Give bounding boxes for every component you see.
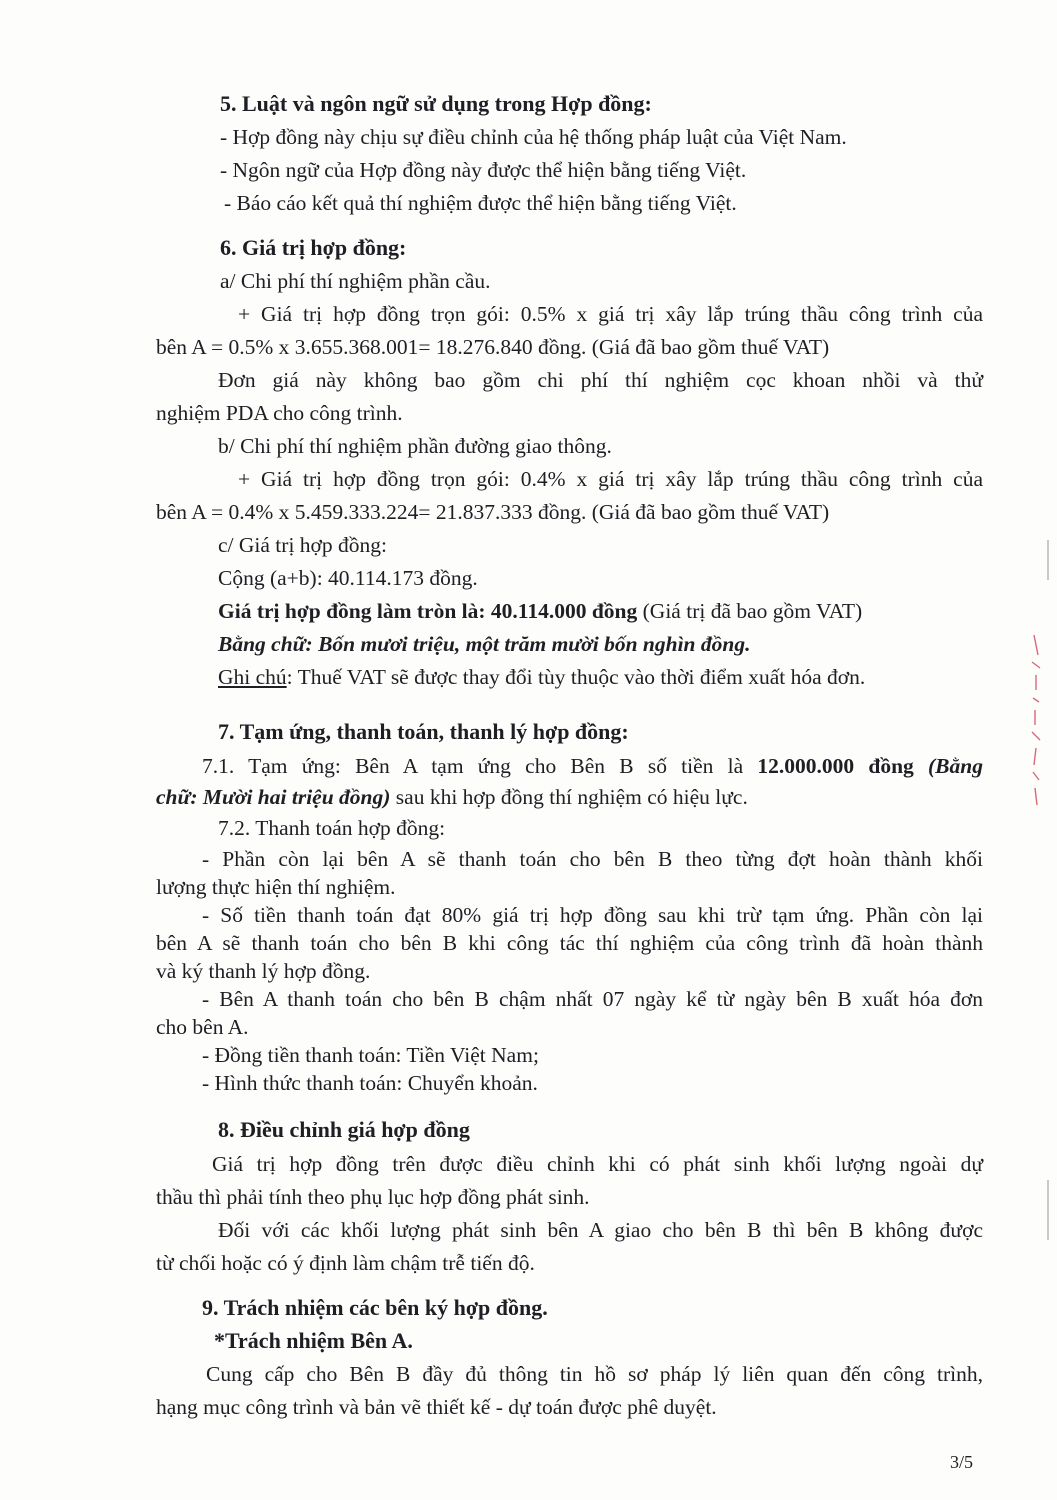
section-9-line-1: Cung cấp cho Bên B đầy đủ thông tin hồ sơ pháp lý liên quan đến công trình, bbox=[206, 1362, 983, 1386]
scan-edge-mark-2 bbox=[1047, 1180, 1049, 1240]
section-7-title: 7. Tạm ứng, thanh toán, thanh lý hợp đồng: bbox=[218, 719, 629, 744]
advance-post: sau khi hợp đồng thí nghiệm có hiệu lực. bbox=[390, 785, 748, 809]
section-8-line-2: thầu thì phải tính theo phụ lục hợp đồng phát sinh. bbox=[156, 1185, 590, 1209]
section-7-payment-line-1: - Phần còn lại bên A sẽ thanh toán cho bên B theo từng đợt hoàn thành khối bbox=[202, 847, 983, 871]
section-6-a: a/ Chi phí thí nghiệm phần cầu. bbox=[220, 269, 491, 293]
section-8-line-4: từ chối hoặc có ý định làm chậm trễ tiến độ. bbox=[156, 1251, 535, 1275]
section-6-note bbox=[218, 663, 865, 691]
section-6-a-note-line-2: nghiệm PDA cho công trình. bbox=[156, 401, 403, 425]
section-7-payment: 7.2. Thanh toán hợp đồng: bbox=[218, 816, 446, 840]
section-7-advance-line-2 bbox=[156, 783, 748, 811]
section-5-title: 5. Luật và ngôn ngữ sử dụng trong Hợp đồng: bbox=[220, 91, 652, 116]
section-6-sum: Cộng (a+b): 40.114.173 đồng. bbox=[218, 566, 478, 590]
section-7-payment-line-6: - Bên A thanh toán cho bên B chậm nhất 07 ngày kể từ ngày bên B xuất hóa đơn bbox=[202, 987, 983, 1011]
section-6-a-value-line-2: bên A = 0.5% x 3.655.368.001= 18.276.840 đồng. (Giá đã bao gồm thuế VAT) bbox=[156, 335, 830, 359]
section-7-payment-line-3: - Số tiền thanh toán đạt 80% giá trị hợp đồng sau khi trừ tạm ứng. Phần còn lại bbox=[202, 903, 983, 927]
section-6-words: Bằng chữ: Bốn mươi triệu, một trăm mười bốn nghìn đồng. bbox=[218, 632, 751, 656]
section-6-c: c/ Giá trị hợp đồng: bbox=[218, 533, 388, 557]
section-6-rounded bbox=[218, 597, 862, 625]
section-7-payment-line-7: cho bên A. bbox=[156, 1015, 249, 1039]
section-8-title: 8. Điều chỉnh giá hợp đồng bbox=[218, 1117, 470, 1142]
section-7-currency: - Đồng tiền thanh toán: Tiền Việt Nam; bbox=[202, 1043, 539, 1067]
section-6-a-value-line-1: + Giá trị hợp đồng trọn gói: 0.5% x giá trị xây lắp trúng thầu công trình của bbox=[238, 302, 983, 326]
section-8-line-1: Giá trị hợp đồng trên được điều chỉnh khi có phát sinh khối lượng ngoài dự bbox=[212, 1152, 983, 1176]
advance-words-end: chữ: Mười hai triệu đồng) bbox=[156, 785, 391, 809]
scan-edge-mark bbox=[1047, 540, 1049, 580]
section-9-sub: *Trách nhiệm Bên A. bbox=[214, 1328, 413, 1353]
section-8-line-3: Đối với các khối lượng phát sinh bên A giao cho bên B thì bên B không được bbox=[218, 1218, 983, 1242]
rounded-note: (Giá trị đã bao gồm VAT) bbox=[637, 599, 863, 623]
section-5-line-3: - Báo cáo kết quả thí nghiệm được thể hiện bằng tiếng Việt. bbox=[224, 191, 737, 215]
section-6-b-value-line-1: + Giá trị hợp đồng trọn gói: 0.4% x giá trị xây lắp trúng thầu công trình của bbox=[238, 467, 983, 491]
section-5-line-1: - Hợp đồng này chịu sự điều chỉnh của hệ thống pháp luật của Việt Nam. bbox=[220, 125, 847, 149]
note-label: Ghi chú bbox=[218, 665, 287, 689]
page-number: 3/5 bbox=[950, 1452, 974, 1472]
section-9-title: 9. Trách nhiệm các bên ký hợp đồng. bbox=[202, 1295, 548, 1320]
rounded-value: Giá trị hợp đồng làm tròn là: 40.114.000 đồng bbox=[218, 599, 638, 623]
note-text: : Thuế VAT sẽ được thay đổi tùy thuộc vào thời điểm xuất hóa đơn. bbox=[286, 665, 866, 689]
section-7-payment-line-5: và ký thanh lý hợp đồng. bbox=[156, 959, 371, 983]
section-6-b-value-line-2: bên A = 0.4% x 5.459.333.224= 21.837.333 đồng. (Giá đã bao gồm thuế VAT) bbox=[156, 500, 830, 524]
section-7-payment-line-2: lượng thực hiện thí nghiệm. bbox=[156, 875, 396, 899]
section-7-payment-line-4: bên A sẽ thanh toán cho bên B khi công tác thí nghiệm của công trình đã hoàn thành bbox=[156, 931, 983, 955]
section-7-method: - Hình thức thanh toán: Chuyển khoản. bbox=[202, 1071, 538, 1095]
section-9-line-2: hạng mục công trình và bản vẽ thiết kế - dự toán được phê duyệt. bbox=[156, 1395, 717, 1419]
advance-amount: 12.000.000 đồng bbox=[757, 754, 914, 778]
section-7-advance-line-1 bbox=[202, 752, 983, 780]
section-6-a-note-line-1: Đơn giá này không bao gồm chi phí thí nghiệm cọc khoan nhồi và thử bbox=[218, 368, 983, 392]
advance-words-start: (Bằng bbox=[913, 754, 983, 778]
section-5-line-2: - Ngôn ngữ của Hợp đồng này được thể hiện bằng tiếng Việt. bbox=[220, 158, 747, 182]
section-6-title: 6. Giá trị hợp đồng: bbox=[220, 235, 407, 260]
section-6-b: b/ Chi phí thí nghiệm phần đường giao thông. bbox=[218, 434, 612, 458]
advance-text: 7.1. Tạm ứng: Bên A tạm ứng cho Bên B số tiền là bbox=[202, 754, 758, 778]
stamp-fragment-icon bbox=[1020, 630, 1050, 810]
